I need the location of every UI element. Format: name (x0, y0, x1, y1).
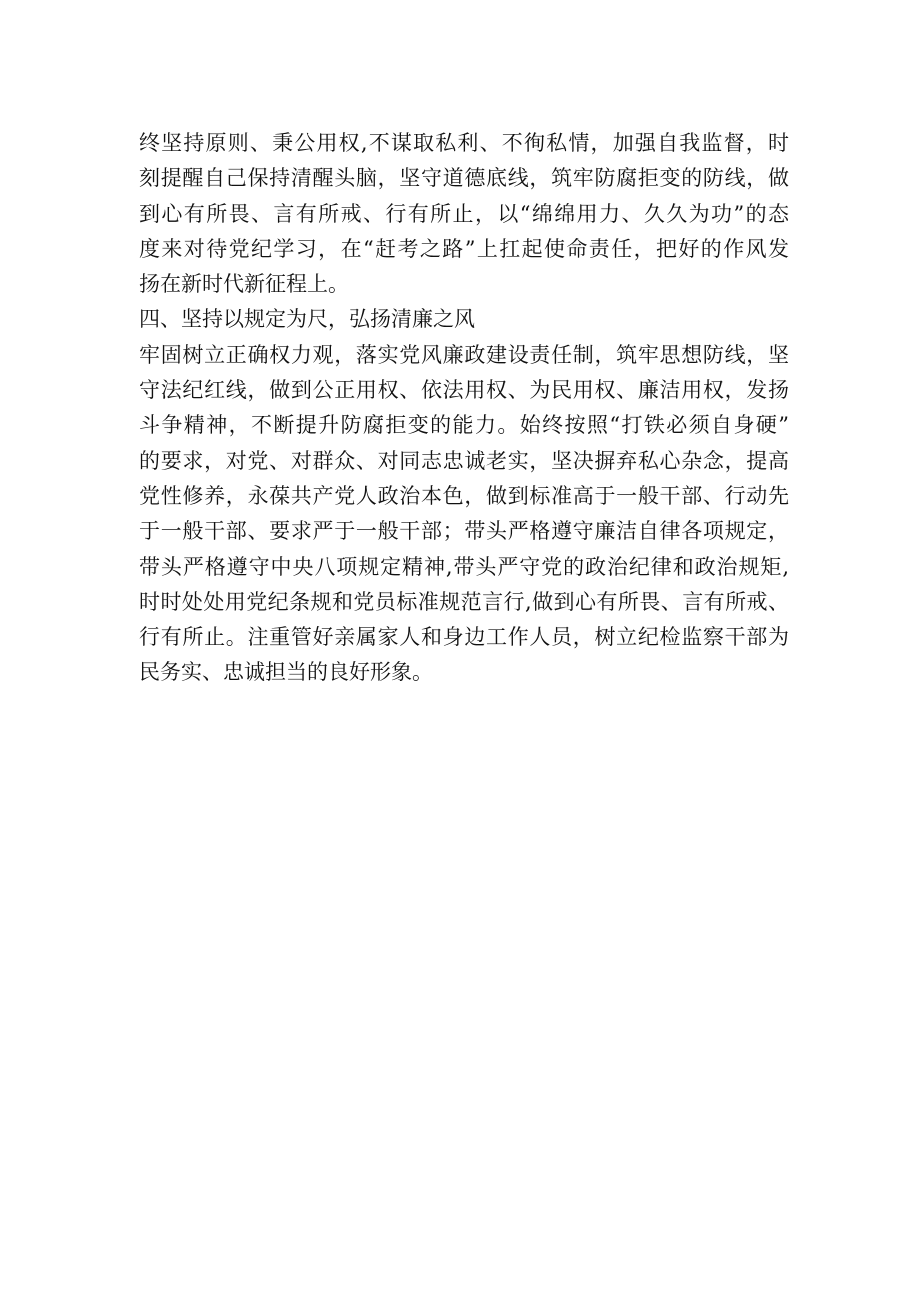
text-line: 行有所止。注重管好亲属家人和身边工作人员，树立纪检监察干部为 (139, 625, 789, 650)
text-line: 带头严格遵守中央八项规定精神,带头严守党的政治纪律和政治规矩, (139, 554, 789, 579)
paragraph-continuation (139, 126, 789, 302)
document-body (139, 126, 789, 691)
text-line: 扬在新时代新征程上。 (139, 272, 349, 297)
text-line: 守法纪红线，做到公正用权、依法用权、为民用权、廉洁用权，发扬 (139, 378, 789, 403)
text-line: 斗争精神，不断提升防腐拒变的能力。始终按照“打铁必须自身硬” (139, 413, 789, 438)
text-line: 度来对待党纪学习，在“赶考之路”上扛起使命责任，把好的作风发 (139, 236, 789, 261)
text-line: 的要求，对党、对群众、对同志忠诚老实，坚决摒弃私心杂念，提高 (139, 448, 789, 473)
text-line: 时时处处用党纪条规和党员标准规范言行,做到心有所畏、言有所戒、 (139, 589, 789, 614)
text-line: 于一般干部、要求严于一般干部；带头严格遵守廉洁自律各项规定， (139, 519, 789, 544)
text-line: 党性修养，永葆共产党人政治本色，做到标准高于一般干部、行动先 (139, 483, 789, 508)
text-line: 民务实、忠诚担当的良好形象。 (139, 660, 433, 685)
text-line: 到心有所畏、言有所戒、行有所止，以“绵绵用力、久久为功”的态 (139, 201, 789, 226)
text-line: 刻提醒自己保持清醒头脑，坚守道德底线，筑牢防腐拒变的防线，做 (139, 166, 789, 191)
section-paragraph (139, 338, 789, 691)
text-line: 终坚持原则、秉公用权,不谋取私利、不徇私情，加强自我监督，时 (139, 131, 789, 155)
text-line: 牢固树立正确权力观，落实党风廉政建设责任制，筑牢思想防线，坚 (139, 342, 789, 367)
section-heading: 四、坚持以规定为尺，弘扬清廉之风 (139, 307, 475, 332)
